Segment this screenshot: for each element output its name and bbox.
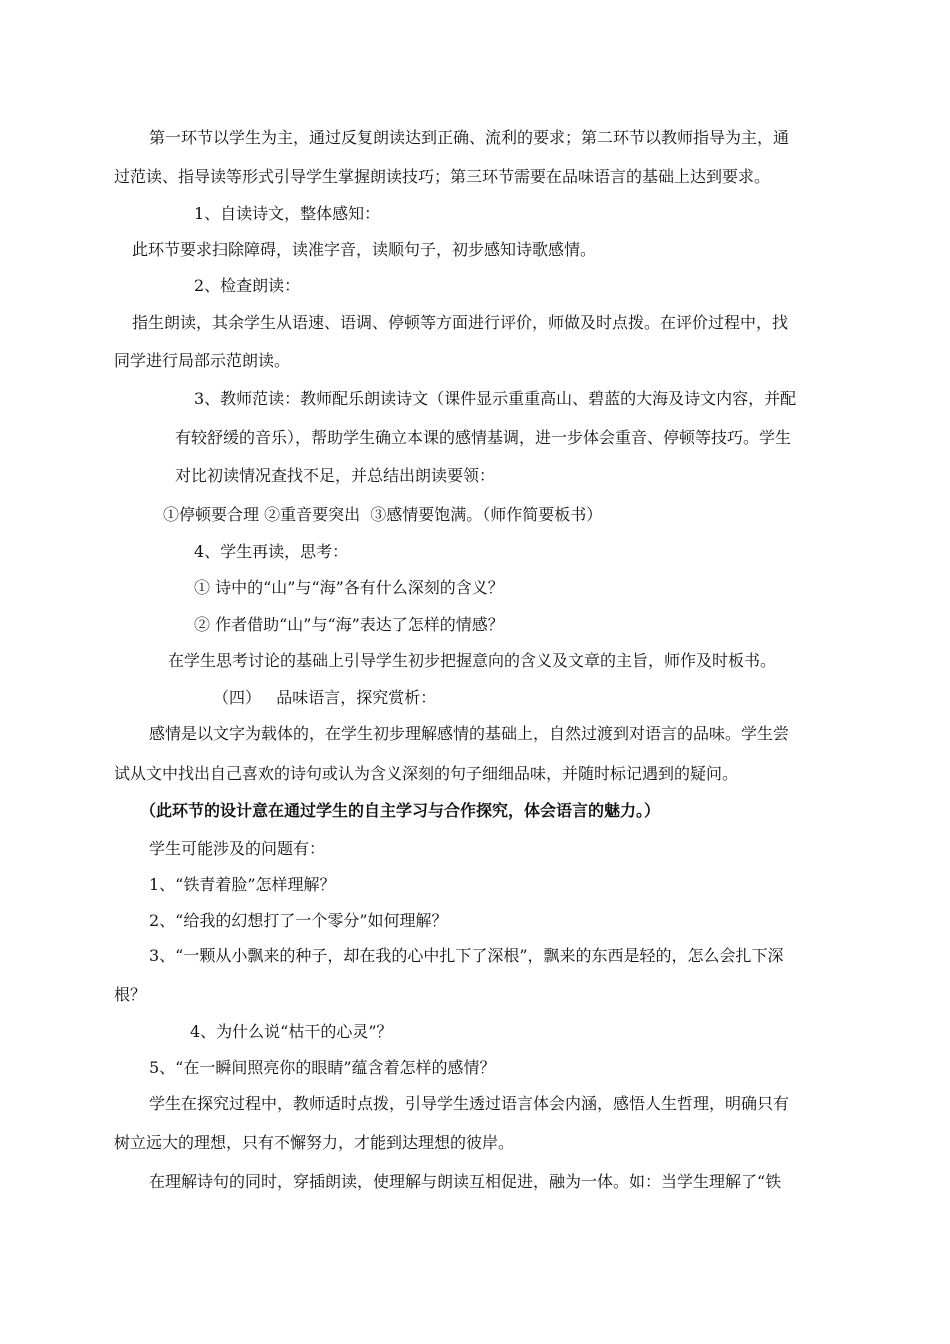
paragraph-line: 指生朗读，其余学生从语速、语调、停顿等方面进行评价，师做及时点拨。在评价过程中，找 (132, 313, 789, 332)
paragraph-line: 感情是以文字为载体的，在学生初步理解感情的基础上，自然过渡到对语言的品味。学生尝 (149, 724, 790, 743)
paragraph-line: 学生可能涉及的问题有： (149, 839, 326, 858)
paragraph-line: 有较舒缓的音乐），帮助学生确立本课的感情基调，进一步体会重音、停顿等技巧。学生 (175, 428, 792, 447)
paragraph-line: 对比初读情况查找不足，并总结出朗读要领： (175, 466, 496, 485)
question-item: 根？ (114, 985, 147, 1004)
section-heading: 4、学生再读，思考： (194, 542, 349, 561)
paragraph-line: 此环节要求扫除障碍，读准字音，读顺句子，初步感知诗歌感情。 (132, 240, 597, 259)
question-item: 5、“在一瞬间照亮你的眼睛”蕴含着怎样的感情？ (149, 1058, 496, 1077)
section-heading: 2、检查朗读： (194, 276, 301, 295)
paragraph-line: 树立远大的理想，只有不懈努力，才能到达理想的彼岸。 (114, 1133, 515, 1152)
list-item: ①停顿要合理 ②重音要突出 ③感情要饱满。（师作简要板书） (163, 505, 603, 524)
design-note: （此环节的设计意在通过学生的自主学习与合作探究，体会语言的魅力。） (140, 801, 661, 820)
paragraph-line: 在理解诗句的同时，穿插朗读，使理解与朗读互相促进，融为一体。如：当学生理解了“铁 (149, 1172, 782, 1191)
paragraph-line: 在学生思考讨论的基础上引导学生初步把握意向的含义及文章的主旨，师作及时板书。 (168, 651, 777, 670)
section-heading: （四） 品味语言，探究赏析： (213, 688, 437, 707)
paragraph-line: 过范读、指导读等形式引导学生掌握朗读技巧；第三环节需要在品味语言的基础上达到要求。 (114, 167, 771, 186)
question-item: 1、“铁青着脸”怎样理解？ (149, 875, 336, 894)
question-item: 3、“一颗从小飘来的种子，却在我的心中扎下了深根”，飘来的东西是轻的，怎么会扎下深 (149, 946, 784, 965)
paragraph-line: 试从文中找出自己喜欢的诗句或认为含义深刻的句子细细品味，并随时标记遇到的疑问。 (114, 764, 739, 783)
paragraph-line: 同学进行局部示范朗读。 (114, 351, 291, 370)
section-heading: 1、自读诗文，整体感知： (194, 204, 381, 223)
paragraph-line: 第一环节以学生为主，通过反复朗读达到正确、流利的要求；第二环节以教师指导为主，通 (149, 128, 790, 147)
question-item: 4、为什么说“枯干的心灵”？ (190, 1022, 393, 1041)
question-item: 2、“给我的幻想打了一个零分”如何理解？ (149, 911, 448, 930)
list-item: ① 诗中的“山”与“海”各有什么深刻的含义？ (194, 578, 504, 597)
paragraph-line: 学生在探究过程中，教师适时点拨，引导学生透过语言体会内涵，感悟人生哲理，明确只有 (149, 1094, 790, 1113)
section-heading: 3、教师范读：教师配乐朗读诗文（课件显示重重高山、碧蓝的大海及诗文内容，并配 (194, 389, 797, 408)
list-item: ② 作者借助“山”与“海”表达了怎样的情感？ (194, 615, 504, 634)
